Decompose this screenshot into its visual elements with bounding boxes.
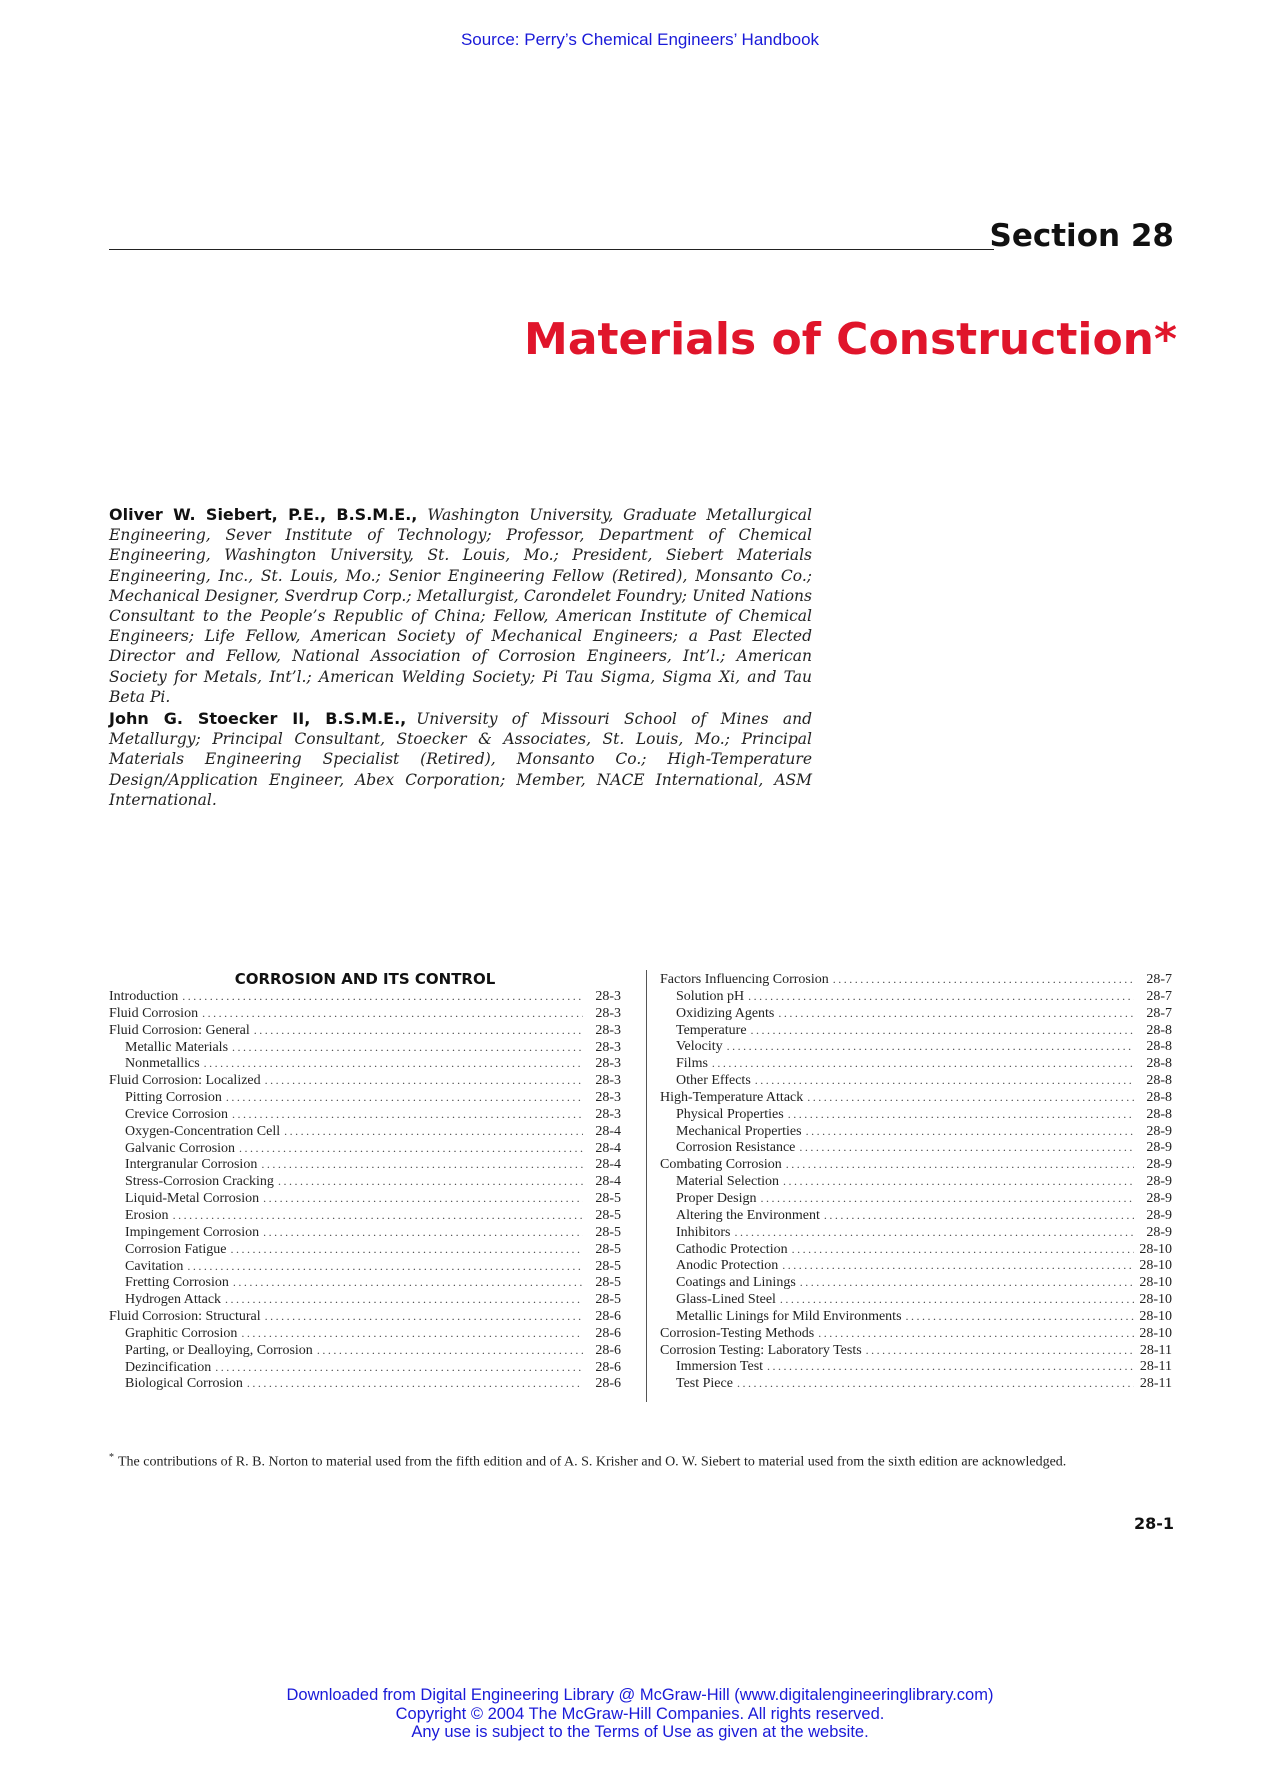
- toc-entry-page: 28-10: [1139, 1241, 1172, 1257]
- toc-entry[interactable]: [660, 1359, 1172, 1376]
- toc-entry-page: 28-11: [1139, 1342, 1172, 1358]
- toc-entry-page: 28-5: [595, 1275, 621, 1291]
- toc-entry-label: Nonmetallics: [125, 1056, 200, 1072]
- toc-entry-label: Stress-Corrosion Cracking: [125, 1174, 274, 1190]
- toc-entry-label: Factors Influencing Corrosion: [660, 972, 829, 987]
- toc-entry[interactable]: [109, 1191, 621, 1208]
- toc-entry-label: Fretting Corrosion: [125, 1275, 229, 1291]
- toc-entry[interactable]: [660, 1073, 1172, 1090]
- toc-entry-label: Liquid-Metal Corrosion: [125, 1191, 260, 1207]
- toc-leader-dots: [748, 989, 1134, 1004]
- toc-entry[interactable]: [109, 1124, 621, 1141]
- toc-entry-page: 28-9: [1146, 1174, 1172, 1190]
- toc-entry[interactable]: [109, 1107, 621, 1124]
- toc-entry[interactable]: [660, 1174, 1172, 1191]
- toc-entry-page: 28-4: [595, 1174, 621, 1190]
- toc-entry-label: Pitting Corrosion: [125, 1090, 222, 1106]
- toc-entry[interactable]: [109, 989, 621, 1006]
- toc-leader-dots: [737, 1376, 1134, 1391]
- toc-entry-label: Crevice Corrosion: [125, 1106, 229, 1122]
- toc-entry[interactable]: [660, 1006, 1172, 1023]
- toc-entry-label: Intergranular Corrosion: [125, 1157, 258, 1173]
- toc-entry-page: 28-5: [595, 1191, 621, 1207]
- toc-leader-dots: [782, 1258, 1134, 1273]
- toc-entry[interactable]: [109, 1242, 621, 1259]
- toc-entry-page: 28-8: [1146, 1073, 1172, 1089]
- toc-entry-label: Temperature: [676, 1022, 747, 1038]
- toc-entry-label: Corrosion Testing: Laboratory Tests: [660, 1342, 862, 1358]
- toc-entry-label: Velocity: [676, 1039, 723, 1055]
- toc-leader-dots: [263, 1225, 583, 1240]
- toc-entry-page: 28-9: [1146, 1157, 1172, 1173]
- footnote-mark: *: [109, 1452, 114, 1463]
- toc-leader-dots: [265, 1309, 583, 1324]
- toc-entry[interactable]: [660, 989, 1172, 1006]
- toc-entry-page: 28-3: [595, 1022, 621, 1038]
- toc-entry-label: Fluid Corrosion: [109, 1005, 199, 1021]
- toc-entry-label: Cavitation: [125, 1258, 184, 1274]
- footer-download-link[interactable]: Downloaded from Digital Engineering Library @ McGraw-Hill (www.digitalengineeringlibrary.com): [286, 1686, 994, 1704]
- section-label: Section 28: [989, 218, 1174, 254]
- toc-leader-dots: [833, 972, 1134, 987]
- toc-entry[interactable]: [109, 1040, 621, 1057]
- toc-entry-label: Immersion Test: [676, 1359, 764, 1375]
- toc-entry[interactable]: [660, 1039, 1172, 1056]
- toc-entry[interactable]: [109, 1376, 621, 1393]
- page-title: Materials of Construction*: [524, 314, 1177, 365]
- toc-leader-dots: [788, 1107, 1134, 1122]
- toc-leader-dots: [263, 1191, 583, 1206]
- toc-entry[interactable]: [660, 972, 1172, 989]
- toc-entry-label: Introduction: [109, 989, 179, 1004]
- toc-entry-label: Coatings and Linings: [676, 1275, 796, 1291]
- toc-leader-dots: [866, 1343, 1134, 1358]
- toc-entry-label: Cathodic Protection: [676, 1241, 788, 1257]
- toc-entry-page: 28-8: [1146, 1039, 1172, 1055]
- toc-entry[interactable]: [660, 1343, 1172, 1360]
- toc-leader-dots: [226, 1090, 583, 1105]
- toc-entry-page: 28-3: [595, 989, 621, 1004]
- toc-entry[interactable]: [660, 1258, 1172, 1275]
- toc-leader-dots: [712, 1056, 1134, 1071]
- toc-leader-dots: [780, 1292, 1134, 1307]
- toc-entry-label: Fluid Corrosion: Structural: [109, 1309, 261, 1325]
- toc-entry-label: Metallic Linings for Mild Environments: [676, 1308, 902, 1324]
- toc-entry-page: 28-7: [1146, 972, 1172, 987]
- author-name: Oliver W. Siebert, P.E., B.S.M.E.,: [109, 505, 418, 524]
- toc-leader-dots: [751, 1023, 1134, 1038]
- toc-entry-label: Metallic Materials: [125, 1039, 229, 1055]
- toc-leader-dots: [261, 1157, 583, 1172]
- toc-leader-dots: [800, 1275, 1134, 1290]
- toc-entry[interactable]: [660, 1376, 1172, 1393]
- toc-entry-page: 28-10: [1139, 1325, 1172, 1341]
- toc-leader-dots: [824, 1208, 1134, 1223]
- toc-entry-label: Inhibitors: [676, 1224, 731, 1240]
- toc-entry[interactable]: [660, 1023, 1172, 1040]
- toc-entry-label: Graphitic Corrosion: [125, 1325, 238, 1341]
- toc-entry-label: Erosion: [125, 1207, 169, 1223]
- toc-entry-page: 28-8: [1146, 1089, 1172, 1105]
- toc-leader-dots: [241, 1326, 583, 1341]
- toc-leader-dots: [202, 1006, 583, 1021]
- toc-entry[interactable]: [109, 1309, 621, 1326]
- toc-entry[interactable]: [660, 1225, 1172, 1242]
- toc-entry-page: 28-9: [1146, 1140, 1172, 1156]
- author-entry: [109, 709, 812, 810]
- toc-leader-dots: [182, 989, 583, 1004]
- footer-terms[interactable]: Any use is subject to the Terms of Use as given at the website.: [411, 1723, 869, 1741]
- toc-entry-page: 28-3: [595, 1005, 621, 1021]
- toc-entry-page: 28-6: [595, 1325, 621, 1341]
- toc-entry[interactable]: [109, 1157, 621, 1174]
- toc-entry-page: 28-6: [595, 1359, 621, 1375]
- toc-entry[interactable]: [660, 1140, 1172, 1157]
- toc-entry-page: 28-4: [595, 1157, 621, 1173]
- footer: [0, 1686, 1280, 1742]
- toc-entry-label: Corrosion Fatigue: [125, 1241, 227, 1257]
- toc-entry-page: 28-4: [595, 1123, 621, 1139]
- toc-entry-label: Test Piece: [676, 1376, 733, 1392]
- toc-entry[interactable]: [660, 1056, 1172, 1073]
- toc-entry-label: Oxidizing Agents: [676, 1005, 775, 1021]
- toc-entry-page: 28-4: [595, 1140, 621, 1156]
- toc-leader-dots: [818, 1326, 1134, 1341]
- toc-entry-label: Altering the Environment: [676, 1207, 820, 1223]
- toc-entry-page: 28-3: [595, 1039, 621, 1055]
- toc-entry-page: 28-10: [1139, 1308, 1172, 1324]
- toc-entry-page: 28-5: [595, 1292, 621, 1308]
- toc-entry[interactable]: [660, 1191, 1172, 1208]
- toc-leader-dots: [755, 1073, 1134, 1088]
- toc-leader-dots: [187, 1259, 583, 1274]
- toc-entry[interactable]: [109, 1090, 621, 1107]
- toc-entry-label: Impingement Corrosion: [125, 1224, 260, 1240]
- author-entry: [109, 505, 812, 707]
- toc-entry-page: 28-3: [595, 1106, 621, 1122]
- toc-entry-page: 28-7: [1146, 988, 1172, 1004]
- toc-entry-page: 28-5: [595, 1241, 621, 1257]
- toc-entry[interactable]: [109, 1174, 621, 1191]
- toc-leader-dots: [265, 1073, 583, 1088]
- toc-entry-label: Parting, or Dealloying, Corrosion: [125, 1342, 313, 1358]
- toc-leader-dots: [204, 1056, 583, 1071]
- toc-entry-label: Corrosion Resistance: [676, 1140, 796, 1156]
- toc-entry-page: 28-9: [1146, 1190, 1172, 1206]
- toc-leader-dots: [807, 1090, 1134, 1105]
- author-name: John G. Stoecker II, B.S.M.E.,: [109, 709, 407, 728]
- toc-entry-label: Films: [676, 1056, 708, 1072]
- toc-entry-page: 28-9: [1146, 1224, 1172, 1240]
- toc-leader-dots: [734, 1225, 1134, 1240]
- toc-leader-dots: [792, 1242, 1134, 1257]
- section-rule: [109, 249, 994, 250]
- footnote-text: The contributions of R. B. Norton to material used from the fifth edition and of A. S. Krisher and O. W. Siebert to material used from the sixth edition are acknowledged.: [118, 1454, 1067, 1470]
- toc-entry[interactable]: [109, 1023, 621, 1040]
- toc-leader-dots: [225, 1292, 583, 1307]
- toc-entry-page: 28-10: [1139, 1258, 1172, 1274]
- toc-entry[interactable]: [109, 1208, 621, 1225]
- toc-leader-dots: [284, 1124, 583, 1139]
- toc-entry-label: High-Temperature Attack: [660, 1089, 804, 1105]
- toc-leader-dots: [761, 1191, 1135, 1206]
- author-bio: University of Missouri School of Mines and Metallurgy; Principal Consultant, Stoecker & Associates, St. Louis, Mo.; Principal Materials Engineering Specialist (Retired), Monsanto Co.; High-Temperature Design/Application Engineer, Abex Corporation; Member, NACE International, ASM International.: [109, 710, 812, 809]
- author-bio: Washington University, Graduate Metallurgical Engineering, Sever Institute of Technology; Professor, Department of Chemical Engineering, Washington University, St. Louis, Mo.; President, Siebert Materials Engineering, Inc., St. Louis, Mo.; Senior Engineering Fellow (Retired), Monsanto Co.; Mechanical Designer, Sverdrup Corp.; Metallurgist, Carondelet Foundry; United Nations Consultant to the People’s Republic of China; Fellow, American Institute of Chemical Engineers; Life Fellow, American Society of Mechanical Engineers; a Past Elected Director and Fellow, National Association of Corrosion Engineers, Int’l.; American Society for Metals, Int’l.; American Welding Society; Pi Tau Sigma, Sigma Xi, and Tau Beta Pi.: [109, 506, 813, 706]
- toc-entry-page: 28-3: [595, 1073, 621, 1089]
- toc-entry-label: Biological Corrosion: [125, 1376, 243, 1392]
- toc-entry[interactable]: [660, 1124, 1172, 1141]
- toc-entry-page: 28-8: [1146, 1106, 1172, 1122]
- toc-entry-label: Other Effects: [676, 1073, 751, 1089]
- toc-column-divider: [646, 970, 647, 1402]
- toc-leader-dots: [806, 1124, 1134, 1139]
- toc-entry[interactable]: [109, 1360, 621, 1377]
- toc-entry-page: 28-10: [1139, 1292, 1172, 1308]
- toc-entry-page: 28-11: [1139, 1376, 1172, 1392]
- toc-entry-page: 28-3: [595, 1090, 621, 1106]
- toc-entry[interactable]: [660, 1292, 1172, 1309]
- toc-leader-dots: [232, 1040, 583, 1055]
- toc-leader-dots: [173, 1208, 583, 1223]
- toc-leader-dots: [727, 1039, 1134, 1054]
- toc-leader-dots: [231, 1242, 584, 1257]
- toc-entry-label: Hydrogen Attack: [125, 1292, 222, 1308]
- toc-entry-page: 28-8: [1146, 1056, 1172, 1072]
- toc-entry-label: Glass-Lined Steel: [676, 1292, 776, 1308]
- toc-entry[interactable]: [109, 1292, 621, 1309]
- toc-entry[interactable]: [660, 1090, 1172, 1107]
- toc-entry-page: 28-5: [595, 1258, 621, 1274]
- toc-leader-dots: [254, 1023, 583, 1038]
- toc-entry[interactable]: [109, 1225, 621, 1242]
- toc-entry-label: Mechanical Properties: [676, 1123, 802, 1139]
- toc-entry-page: 28-8: [1146, 1022, 1172, 1038]
- toc-entry-label: Physical Properties: [676, 1106, 784, 1122]
- toc-leader-dots: [906, 1309, 1134, 1324]
- toc-entry-label: Fluid Corrosion: Localized: [109, 1073, 261, 1089]
- toc-entry-page: 28-5: [595, 1224, 621, 1240]
- toc-entry-label: Material Selection: [676, 1174, 780, 1190]
- toc-entry[interactable]: [109, 1275, 621, 1292]
- toc-entry-page: 28-6: [595, 1309, 621, 1325]
- toc-entry-page: 28-5: [595, 1207, 621, 1223]
- footer-copyright: Copyright © 2004 The McGraw-Hill Companies. All rights reserved.: [395, 1704, 885, 1723]
- toc-entry[interactable]: [109, 1141, 621, 1158]
- toc-entry-label: Dezincification: [125, 1359, 212, 1375]
- toc-entry-label: Solution pH: [676, 988, 745, 1004]
- toc-entry[interactable]: [109, 1056, 621, 1073]
- toc-entry-page: 28-9: [1146, 1123, 1172, 1139]
- toc-leader-dots: [799, 1140, 1134, 1155]
- toc-leader-dots: [786, 1157, 1134, 1172]
- toc-right-column: [660, 972, 1172, 1393]
- toc-entry[interactable]: [660, 1208, 1172, 1225]
- toc-entry[interactable]: [660, 1242, 1172, 1259]
- toc-leader-dots: [233, 1275, 583, 1290]
- toc-entry[interactable]: [109, 1006, 621, 1023]
- toc-entry-label: Oxygen-Concentration Cell: [125, 1123, 281, 1139]
- toc-leader-dots: [783, 1174, 1134, 1189]
- toc-entry[interactable]: [660, 1326, 1172, 1343]
- toc-entry-page: 28-11: [1139, 1359, 1172, 1375]
- toc-leader-dots: [278, 1174, 583, 1189]
- toc-entry-label: Fluid Corrosion: General: [109, 1022, 250, 1038]
- toc-leader-dots: [239, 1141, 583, 1156]
- toc-leader-dots: [778, 1006, 1134, 1021]
- toc-entry-page: 28-9: [1146, 1207, 1172, 1223]
- toc-leader-dots: [317, 1343, 583, 1358]
- toc-leader-dots: [767, 1359, 1134, 1374]
- toc-entry[interactable]: [660, 1309, 1172, 1326]
- toc-entry-label: Galvanic Corrosion: [125, 1140, 236, 1156]
- toc-entry-page: 28-10: [1139, 1275, 1172, 1291]
- toc-entry[interactable]: [660, 1157, 1172, 1174]
- footnote: [109, 1449, 1172, 1471]
- toc-entry[interactable]: [109, 1326, 621, 1343]
- toc-entry-page: 28-3: [595, 1056, 621, 1072]
- toc-left-column: [109, 989, 621, 1393]
- source-line[interactable]: Source: Perry’s Chemical Engineers’ Handbook: [460, 30, 820, 49]
- toc-entry-label: Anodic Protection: [676, 1258, 779, 1274]
- toc-leader-dots: [215, 1360, 583, 1375]
- page-number: 28-1: [1133, 1514, 1174, 1533]
- toc-entry-page: 28-6: [595, 1342, 621, 1358]
- toc-entry-label: Corrosion-Testing Methods: [660, 1325, 815, 1341]
- toc-entry[interactable]: [109, 1073, 621, 1090]
- toc-entry[interactable]: [660, 1107, 1172, 1124]
- toc-entry[interactable]: [660, 1275, 1172, 1292]
- toc-heading: CORROSION AND ITS CONTROL: [234, 970, 496, 988]
- toc-entry-page: 28-7: [1146, 1005, 1172, 1021]
- toc-leader-dots: [232, 1107, 583, 1122]
- toc-entry[interactable]: [109, 1259, 621, 1276]
- toc-leader-dots: [247, 1376, 583, 1391]
- toc-entry-page: 28-6: [595, 1376, 621, 1392]
- toc-entry-label: Combating Corrosion: [660, 1157, 782, 1173]
- toc-entry[interactable]: [109, 1343, 621, 1360]
- toc-entry-label: Proper Design: [676, 1190, 757, 1206]
